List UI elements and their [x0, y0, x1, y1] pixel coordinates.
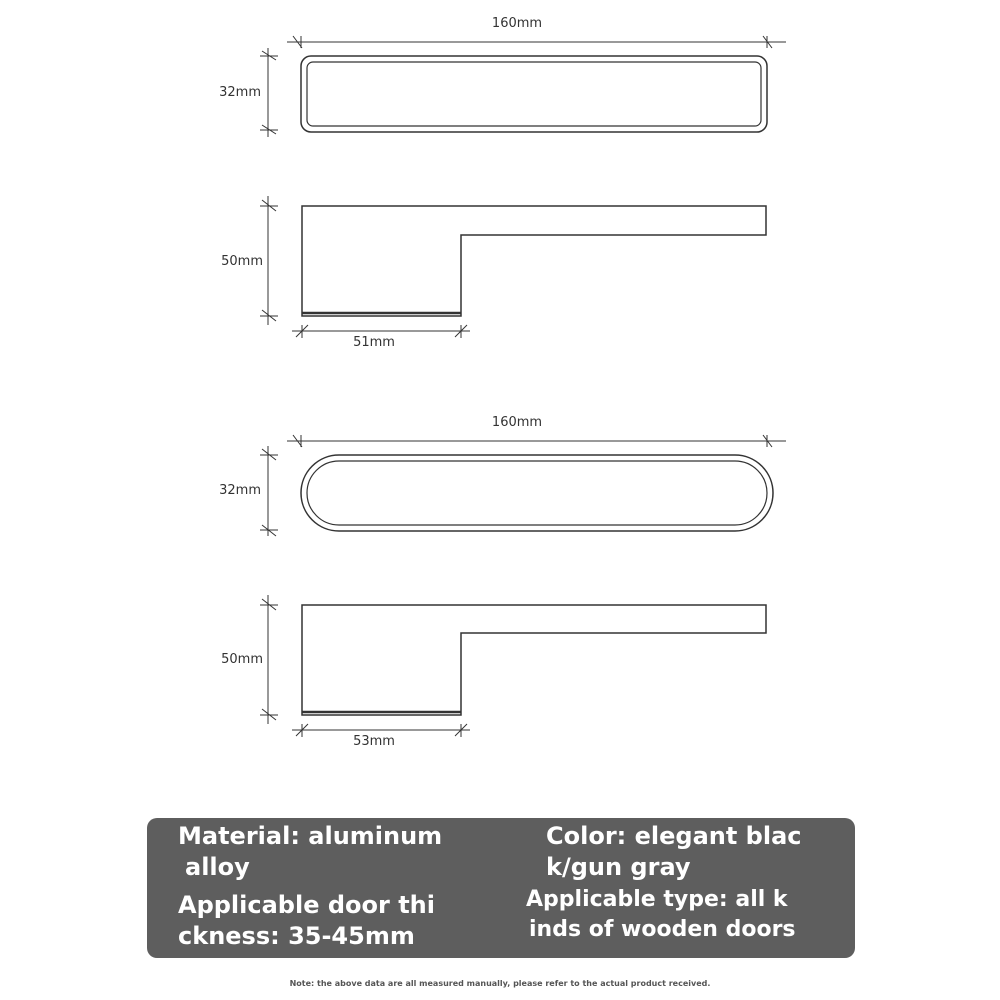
- spec-color-line-1: Color: elegant blac: [546, 822, 802, 850]
- handle-1-width-dimension: [287, 36, 786, 48]
- handle-1-top-outline: [301, 56, 767, 132]
- handle-2-height-dimension: [260, 446, 278, 536]
- spec-material: [178, 821, 442, 883]
- spec-applicable-type-line-2: inds of wooden doors: [529, 917, 796, 942]
- handle-2-side-view: [221, 595, 766, 749]
- handle-1-height-dimension: [260, 48, 278, 137]
- spec-panel: [147, 818, 855, 958]
- handle-2-height-label: 32mm: [219, 483, 261, 498]
- measurement-note: Note: the above data are all measured manually, please refer to the actual product received.: [289, 979, 711, 988]
- spec-material-line-1: Material: aluminum: [178, 822, 443, 850]
- handle-2-width-dimension: [287, 435, 786, 447]
- handle-1-top-view: [219, 16, 786, 137]
- handle-2-top-outline: [301, 455, 773, 531]
- handle-1-top-inner-outline: [307, 62, 761, 126]
- handle-1-width-label: 160mm: [491, 16, 543, 31]
- handle-1-height-label: 32mm: [219, 85, 261, 100]
- spec-color: [546, 821, 802, 883]
- handle-1-side-height-label: 50mm: [221, 254, 263, 269]
- spec-applicable-type-line-1: Applicable type: all k: [526, 887, 788, 912]
- handle-2-base-label: 53mm: [353, 734, 395, 749]
- handle-2-top-inner-outline: [307, 461, 767, 525]
- spec-material-line-2: alloy: [185, 853, 250, 881]
- spec-door-thickness: [178, 890, 435, 952]
- handle-1-side-view: [221, 196, 766, 350]
- spec-color-line-2: k/gun gray: [546, 853, 691, 881]
- handle-1-side-outline: [302, 206, 766, 316]
- spec-applicable-type: [526, 885, 796, 945]
- handle-2-side-outline: [302, 605, 766, 715]
- handle-2-top-view: [219, 415, 786, 536]
- spec-door-thickness-line-1: Applicable door thi: [178, 891, 435, 919]
- handle-1-base-label: 51mm: [353, 335, 395, 350]
- handle-2-width-label: 160mm: [491, 415, 543, 430]
- spec-door-thickness-line-2: ckness: 35-45mm: [178, 922, 415, 950]
- handle-2-side-height-label: 50mm: [221, 652, 263, 667]
